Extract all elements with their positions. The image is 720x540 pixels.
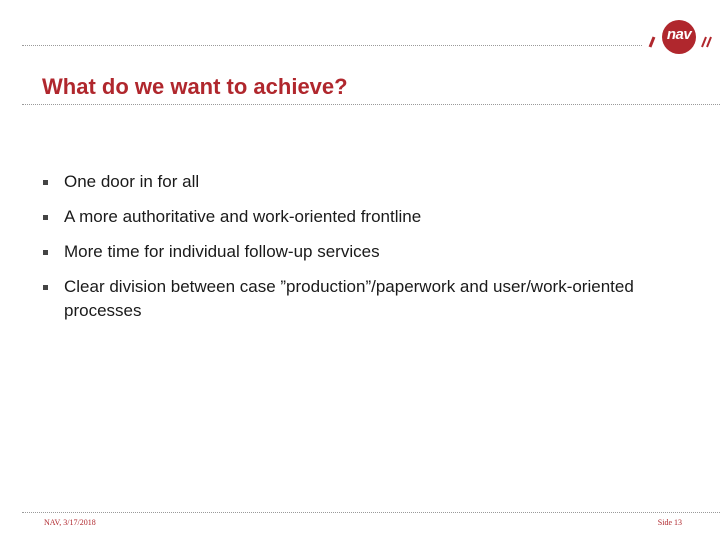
square-bullet-icon xyxy=(43,180,48,185)
square-bullet-icon xyxy=(43,250,48,255)
bullet-text: Clear division between case ”production”/paperwork and user/work-oriented processes xyxy=(64,277,634,320)
square-bullet-icon xyxy=(43,285,48,290)
nav-logo-icon xyxy=(646,20,716,56)
slide-title: What do we want to achieve? xyxy=(42,74,348,99)
bullet-text: More time for individual follow-up services xyxy=(64,242,380,261)
square-bullet-icon xyxy=(43,215,48,220)
bullet-item xyxy=(40,240,640,264)
bullet-text: A more authoritative and work-oriented frontline xyxy=(64,207,422,226)
top-divider xyxy=(22,45,642,46)
footer-divider xyxy=(22,512,720,513)
bullet-text: One door in for all xyxy=(64,172,200,191)
bullet-list xyxy=(40,170,640,334)
footer-date: NAV, 3/17/2018 xyxy=(44,518,96,527)
bullet-item xyxy=(40,205,640,229)
bullet-item xyxy=(40,275,640,323)
logo-text: nav xyxy=(666,26,692,43)
title-divider xyxy=(22,104,720,105)
bullet-item xyxy=(40,170,640,194)
footer-page-number: Side 13 xyxy=(657,518,682,527)
